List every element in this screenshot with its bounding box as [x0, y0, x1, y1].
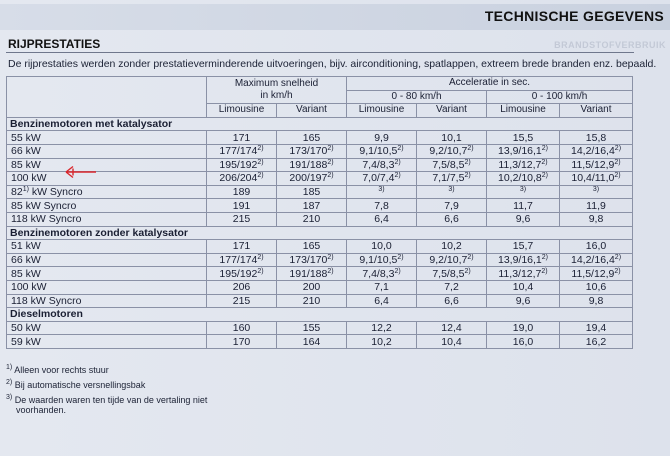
value-cell [560, 253, 633, 267]
footnote-marker: 2) [467, 145, 474, 153]
value-text: 9,6 [515, 294, 531, 307]
footnote-text: Alleen voor rechts stuur [14, 365, 109, 375]
left-arrow-icon [64, 165, 98, 179]
footnotes [6, 365, 207, 420]
value-cell [417, 199, 487, 213]
footnote-marker: 2) [397, 145, 404, 153]
value-text: 9,1/10,5 [359, 145, 398, 158]
engine-label [7, 212, 207, 226]
value-text: 16,0 [585, 240, 607, 253]
value-text: 10,2 [441, 240, 462, 253]
value-cell [417, 185, 487, 199]
value-text: 191/188 [289, 158, 328, 171]
table-row [7, 172, 633, 186]
footnote-marker: 2) [464, 172, 471, 180]
value-cell [277, 172, 347, 186]
performance-table [6, 76, 633, 349]
value-text: 215 [232, 213, 251, 226]
footnote-marker: 2) [327, 145, 334, 153]
group-header-row [7, 117, 633, 131]
footnote-marker: 2) [394, 158, 401, 166]
value-text: 185 [302, 186, 321, 199]
value-cell [560, 267, 633, 281]
footnote-item [6, 395, 207, 405]
value-cell [207, 240, 277, 254]
value-cell [347, 199, 417, 213]
footnote-marker: 2) [614, 172, 621, 180]
group-title: Dieselmotoren [7, 308, 633, 322]
value-text: 210 [302, 294, 321, 307]
value-cell [207, 253, 277, 267]
value-cell [487, 280, 560, 294]
value-text: 7,0/7,4 [362, 172, 395, 185]
value-text: 187 [302, 199, 321, 212]
table-row [7, 267, 633, 281]
group-header-row [7, 226, 633, 240]
value-text: 6,4 [374, 294, 389, 307]
bleed-through-text: BRANDSTOFVERBRUIK [554, 40, 666, 50]
footnote-marker: 1) [6, 364, 13, 371]
value-cell [487, 335, 560, 349]
footnote-text: Bij automatische versnellingsbak [14, 380, 146, 390]
value-text: 7,5/8,5 [432, 267, 465, 280]
value-cell [560, 212, 633, 226]
value-cell [560, 199, 633, 213]
value-text: 191 [232, 199, 251, 212]
header-limousine: Limousine [207, 104, 277, 118]
header-row-1 [7, 77, 633, 91]
value-text: 155 [302, 321, 321, 334]
table-row [7, 240, 633, 254]
footnote-marker: 2) [614, 145, 622, 153]
engine-label [7, 240, 207, 254]
footnote-marker: 2) [541, 172, 549, 180]
value-cell [347, 172, 417, 186]
footnote-marker: 2) [467, 254, 474, 262]
value-cell [487, 253, 560, 267]
footnote-marker: 2) [257, 267, 264, 275]
value-cell [417, 280, 487, 294]
value-text: 11,9 [586, 199, 606, 212]
footnote-marker: 2) [6, 379, 13, 386]
value-cell [207, 185, 277, 199]
value-text: 165 [302, 240, 321, 253]
value-cell [347, 240, 417, 254]
engine-name: 50 kW [11, 321, 41, 334]
value-text: 10,4 [512, 281, 534, 294]
engine-name: 100 kW [11, 281, 47, 294]
section-divider [6, 52, 634, 53]
engine-name: 118 kW Syncro [11, 213, 82, 226]
value-text: 171 [232, 131, 251, 144]
value-cell [487, 185, 560, 199]
value-text: 165 [302, 131, 321, 144]
value-text: 12,2 [371, 321, 392, 334]
value-text: 7,4/8,3 [362, 158, 395, 171]
value-text: 9,9 [374, 131, 389, 144]
value-cell [417, 253, 487, 267]
value-cell [347, 144, 417, 158]
value-text: 19,4 [585, 321, 607, 334]
value-cell [207, 267, 277, 281]
value-cell [560, 185, 633, 199]
value-text: 11,5/12,9 [571, 158, 615, 171]
page-header-title: TECHNISCHE GEGEVENS [484, 8, 664, 24]
value-cell [347, 280, 417, 294]
table-row [7, 158, 633, 172]
value-cell [487, 321, 560, 335]
value-text: 13,9/16,1 [497, 254, 542, 267]
value-cell [417, 294, 487, 308]
value-text: 7,1/7,5 [432, 172, 465, 185]
value-text: 9,8 [588, 294, 604, 307]
value-cell [487, 144, 560, 158]
footnote-marker: 1) [22, 186, 29, 194]
header-variant: Variant [277, 104, 347, 118]
value-cell [277, 321, 347, 335]
value-text: 164 [302, 335, 321, 348]
value-cell [417, 172, 487, 186]
section-title: RIJPRESTATIES [8, 37, 101, 51]
engine-name: 66 kW [11, 254, 41, 267]
engine-label [7, 321, 207, 335]
value-cell [207, 212, 277, 226]
value-cell [417, 321, 487, 335]
group-title: Benzinemotoren zonder katalysator [7, 226, 633, 240]
value-text: 6,6 [444, 294, 459, 307]
value-text: 200/197 [289, 172, 328, 185]
value-cell [347, 158, 417, 172]
footnote-marker: 3) [6, 394, 13, 401]
group-header-row [7, 308, 633, 322]
value-cell [487, 240, 560, 254]
footnote-item [6, 365, 207, 375]
footnote-marker: 2) [397, 254, 404, 262]
value-cell [347, 321, 417, 335]
value-cell [207, 335, 277, 349]
value-cell [277, 240, 347, 254]
engine-name: 66 kW [11, 145, 41, 158]
value-text: 7,9 [444, 199, 459, 212]
value-cell [347, 253, 417, 267]
value-cell [207, 172, 277, 186]
value-text: 10,4/11,0 [571, 172, 615, 185]
header-limousine: Limousine [347, 104, 417, 118]
value-text: 14,2/16,4 [571, 145, 615, 158]
value-text: 9,2/10,7 [429, 254, 468, 267]
header-range-80: 0 - 80 km/h [347, 90, 487, 104]
footnote-item [6, 405, 207, 415]
value-text: 16,2 [585, 335, 607, 348]
engine-kw: 82 [11, 186, 23, 199]
value-text: 15,7 [512, 240, 534, 253]
value-text: 11,7 [513, 199, 533, 212]
table-row [7, 144, 633, 158]
footnote-marker: 2) [257, 254, 264, 262]
value-text: 9,8 [588, 213, 604, 226]
engine-label [7, 158, 207, 172]
section-intro: De rijprestaties werden zonder prestatieverminderende uitvoeringen, bijv. airconditioning, spatlappen, extreem brede branden enz. bepaald. [8, 58, 657, 70]
value-cell [487, 172, 560, 186]
value-text: 9,1/10,5 [359, 254, 398, 267]
footnote-marker: 2) [257, 145, 264, 153]
engine-name: 85 kW [11, 267, 41, 280]
value-text: 15,5 [512, 131, 534, 144]
value-text: 7,8 [374, 199, 389, 212]
engine-label [7, 199, 207, 213]
table-row [7, 294, 633, 308]
value-text: 10,1 [441, 131, 462, 144]
engine-label [7, 131, 207, 145]
value-cell [560, 172, 633, 186]
value-cell [277, 144, 347, 158]
value-cell [277, 253, 347, 267]
engine-label [7, 185, 207, 199]
value-cell [277, 294, 347, 308]
value-cell [560, 321, 633, 335]
value-cell [560, 144, 633, 158]
engine-name: 85 kW Syncro [11, 199, 77, 212]
value-cell [560, 280, 633, 294]
value-text: 177/174 [219, 254, 258, 267]
footnote-marker: 2) [464, 158, 471, 166]
value-cell [207, 144, 277, 158]
value-cell [277, 199, 347, 213]
group-title: Benzinemotoren met katalysator [7, 117, 633, 131]
value-text: 9,6 [515, 213, 531, 226]
value-cell [487, 158, 560, 172]
value-text: 189 [232, 186, 251, 199]
value-cell [417, 335, 487, 349]
footnote-text: voorhanden. [16, 405, 67, 415]
value-cell [347, 185, 417, 199]
value-cell [560, 294, 633, 308]
engine-name: 55 kW [11, 131, 41, 144]
value-cell [487, 212, 560, 226]
engine-name: 51 kW [11, 240, 41, 253]
value-text: 9,2/10,7 [429, 145, 468, 158]
table-row [7, 335, 633, 349]
value-cell [347, 335, 417, 349]
footnote-marker: 2) [327, 254, 334, 262]
header-blank-cell [7, 77, 207, 118]
value-cell [417, 144, 487, 158]
footnote-marker: 2) [394, 267, 401, 275]
value-text: 10,2 [371, 335, 392, 348]
value-cell [347, 131, 417, 145]
value-text: 11,3/12,7 [498, 267, 542, 280]
header-range-100: 0 - 100 km/h [487, 90, 633, 104]
value-cell [347, 294, 417, 308]
header-vmax: Maximum snelheid in km/h [207, 77, 347, 104]
engine-name: 100 kW [11, 172, 47, 185]
value-text: 160 [232, 321, 251, 334]
engine-name: 118 kW Syncro [11, 294, 82, 307]
value-text: 11,5/12,9 [571, 267, 615, 280]
engine-name: 59 kW [11, 335, 41, 348]
value-cell [207, 280, 277, 294]
footnote-text: De waarden waren ten tijde van de vertaling niet [14, 395, 208, 405]
value-cell [417, 131, 487, 145]
footnote-marker: 3) [592, 186, 600, 194]
footnote-marker: 2) [541, 254, 549, 262]
value-cell [277, 185, 347, 199]
footnote-marker: 2) [614, 254, 622, 262]
footnote-marker: 2) [614, 267, 621, 275]
value-text: 171 [232, 240, 251, 253]
value-text: 16,0 [512, 335, 534, 348]
engine-label [7, 294, 207, 308]
table-row [7, 321, 633, 335]
footnote-marker: 2) [327, 172, 334, 180]
value-cell [207, 158, 277, 172]
header-accel: Acceleratie in sec. [347, 77, 633, 91]
footnote-marker: 2) [394, 172, 401, 180]
value-cell [277, 131, 347, 145]
engine-name: kW Syncro [28, 186, 83, 199]
value-text: 10,4 [441, 335, 462, 348]
footnote-marker: 2) [257, 158, 264, 166]
footnote-marker: 2) [541, 158, 548, 166]
value-cell [207, 131, 277, 145]
value-text: 15,8 [585, 131, 607, 144]
header-variant: Variant [417, 104, 487, 118]
value-cell [417, 212, 487, 226]
footnote-marker: 2) [327, 158, 334, 166]
value-cell [277, 212, 347, 226]
footnote-marker: 2) [257, 172, 264, 180]
value-text: 173/170 [289, 254, 328, 267]
value-cell [487, 131, 560, 145]
value-text: 10,2/10,8 [497, 172, 542, 185]
value-text: 7,4/8,3 [362, 267, 395, 280]
value-text: 19,0 [512, 321, 534, 334]
value-cell [277, 280, 347, 294]
value-cell [277, 267, 347, 281]
value-cell [277, 335, 347, 349]
header-variant: Variant [560, 104, 633, 118]
value-text: 195/192 [219, 267, 258, 280]
value-text: 6,6 [444, 213, 459, 226]
value-cell [487, 294, 560, 308]
header-limousine: Limousine [487, 104, 560, 118]
table-row [7, 253, 633, 267]
value-text: 206 [232, 281, 251, 294]
engine-label [7, 253, 207, 267]
value-text: 191/188 [289, 267, 328, 280]
engine-label [7, 267, 207, 281]
value-cell [207, 294, 277, 308]
value-cell [417, 240, 487, 254]
value-text: 13,9/16,1 [497, 145, 542, 158]
value-cell [347, 212, 417, 226]
value-cell [277, 158, 347, 172]
value-text: 173/170 [289, 145, 328, 158]
value-text: 210 [302, 213, 321, 226]
footnote-marker: 2) [614, 158, 621, 166]
value-cell [560, 240, 633, 254]
value-text: 195/192 [219, 158, 258, 171]
value-text: 6,4 [374, 213, 389, 226]
value-cell [207, 199, 277, 213]
table-row [7, 199, 633, 213]
value-text: 14,2/16,4 [571, 254, 615, 267]
table-row [7, 131, 633, 145]
engine-name: 85 kW [11, 158, 41, 171]
value-text: 206/204 [219, 172, 258, 185]
value-text: 200 [302, 281, 321, 294]
value-cell [560, 131, 633, 145]
value-cell [560, 335, 633, 349]
value-text: 177/174 [219, 145, 258, 158]
value-cell [347, 267, 417, 281]
footnote-marker: 2) [541, 267, 548, 275]
engine-label [7, 280, 207, 294]
table-row [7, 212, 633, 226]
value-cell [487, 199, 560, 213]
value-cell [207, 321, 277, 335]
value-text: 7,2 [444, 281, 459, 294]
value-text: 215 [232, 294, 251, 307]
footnote-marker: 2) [541, 145, 549, 153]
value-text: 11,3/12,7 [498, 158, 542, 171]
value-cell [560, 158, 633, 172]
engine-label [7, 335, 207, 349]
engine-label [7, 144, 207, 158]
value-text: 10,6 [585, 281, 607, 294]
table-row [7, 185, 633, 199]
footnote-marker: 3) [448, 186, 455, 194]
value-text: 170 [232, 335, 251, 348]
footnote-item [6, 380, 207, 390]
footnote-marker: 2) [327, 267, 334, 275]
value-cell [417, 267, 487, 281]
value-text: 7,1 [374, 281, 389, 294]
value-text: 7,5/8,5 [432, 158, 465, 171]
footnote-marker: 3) [378, 186, 385, 194]
value-cell [417, 158, 487, 172]
value-cell [487, 267, 560, 281]
footnote-marker: 3) [519, 186, 527, 194]
engine-label [7, 172, 207, 186]
value-text: 10,0 [371, 240, 392, 253]
table-row [7, 280, 633, 294]
value-text: 12,4 [441, 321, 462, 334]
footnote-marker: 2) [464, 267, 471, 275]
